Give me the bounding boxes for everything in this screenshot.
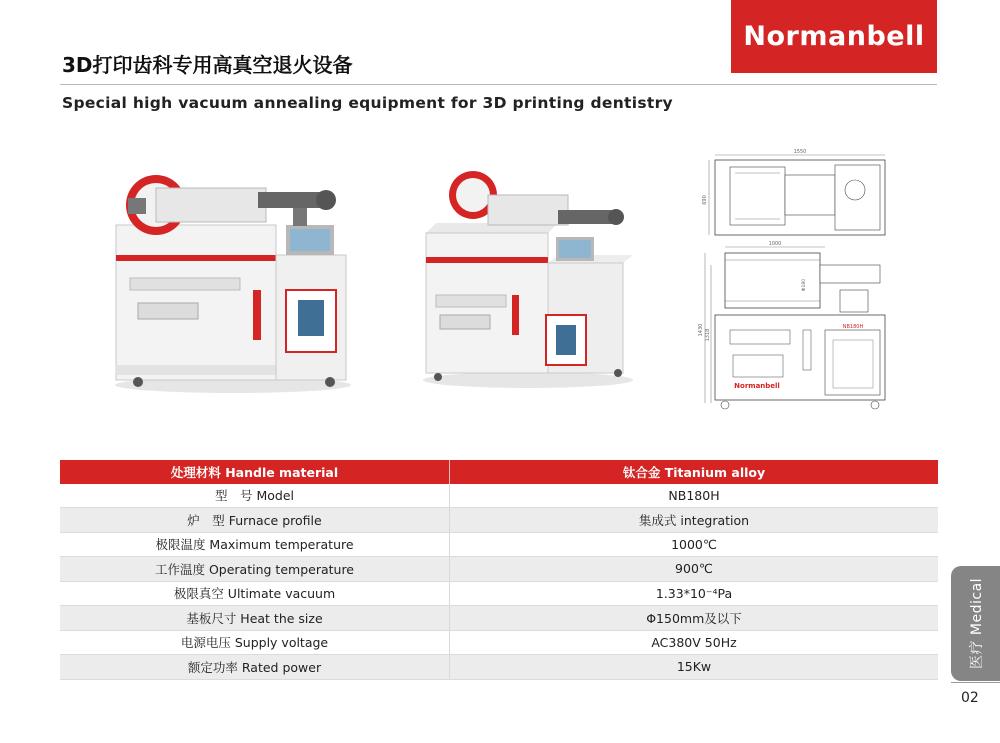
page-number-divider xyxy=(951,682,1000,683)
technical-drawing xyxy=(695,145,895,420)
product-image-front xyxy=(108,160,358,400)
brand-logo-text: Normanbell xyxy=(743,21,925,52)
section-side-tab-label: 医疗 Medical xyxy=(968,577,985,670)
spec-value-cell: Φ150mm及以下 xyxy=(450,606,939,631)
spec-label-cell: 极限温度 Maximum temperature xyxy=(60,532,450,557)
page-title-en: Special high vacuum annealing equipment for 3D printing dentistry xyxy=(62,94,673,112)
spec-value-cell: 1000℃ xyxy=(450,532,939,557)
table-row xyxy=(60,581,938,606)
dim-tube-label: 1000 xyxy=(768,241,782,247)
spec-value-cell: 15Kw xyxy=(450,655,939,680)
dim-width-label: 1550 xyxy=(793,149,807,155)
spec-label-cell: 型 号 Model xyxy=(60,484,450,508)
spec-value-cell: AC380V 50Hz xyxy=(450,630,939,655)
spec-label-cell: 工作温度 Operating temperature xyxy=(60,557,450,582)
spec-label-cell: 额定功率 Rated power xyxy=(60,655,450,680)
spec-label-cell: 炉 型 Furnace profile xyxy=(60,508,450,533)
dim-height-body-label: 1318 xyxy=(705,328,711,342)
table-row xyxy=(60,532,938,557)
drawing-model-label: NB180H xyxy=(842,324,864,330)
table-row xyxy=(60,606,938,631)
table-row xyxy=(60,557,938,582)
spec-table-header-row xyxy=(60,460,938,484)
spec-table xyxy=(60,460,938,680)
spec-header-cell: 处理材料 Handle material xyxy=(60,460,450,484)
title-divider xyxy=(60,84,937,85)
spec-value-cell: 1.33*10⁻⁴Pa xyxy=(450,581,939,606)
spec-label-cell: 电源电压 Supply voltage xyxy=(60,630,450,655)
spec-value-cell: 集成式 integration xyxy=(450,508,939,533)
brand-logo xyxy=(731,0,937,73)
spec-label-cell: 基板尺寸 Heat the size xyxy=(60,606,450,631)
spec-label-cell: 极限真空 Ultimate vacuum xyxy=(60,581,450,606)
spec-value-cell: 900℃ xyxy=(450,557,939,582)
table-row xyxy=(60,655,938,680)
section-side-tab xyxy=(951,566,1000,681)
table-row xyxy=(60,484,938,508)
drawing-brand-label: Normanbell xyxy=(734,382,780,390)
dim-height-total-label: 1430 xyxy=(698,323,704,337)
table-row xyxy=(60,630,938,655)
dim-diameter-label: Φ180 xyxy=(802,278,807,292)
table-row xyxy=(60,508,938,533)
dim-depth-label: 690 xyxy=(702,195,708,205)
page-title-cn: 3D打印齿科专用高真空退火设备 xyxy=(62,53,353,77)
page-number: 02 xyxy=(961,690,979,706)
spec-value-cell: NB180H xyxy=(450,484,939,508)
spec-header-cell: 钛合金 Titanium alloy xyxy=(450,460,939,484)
product-image-angle xyxy=(418,165,638,395)
